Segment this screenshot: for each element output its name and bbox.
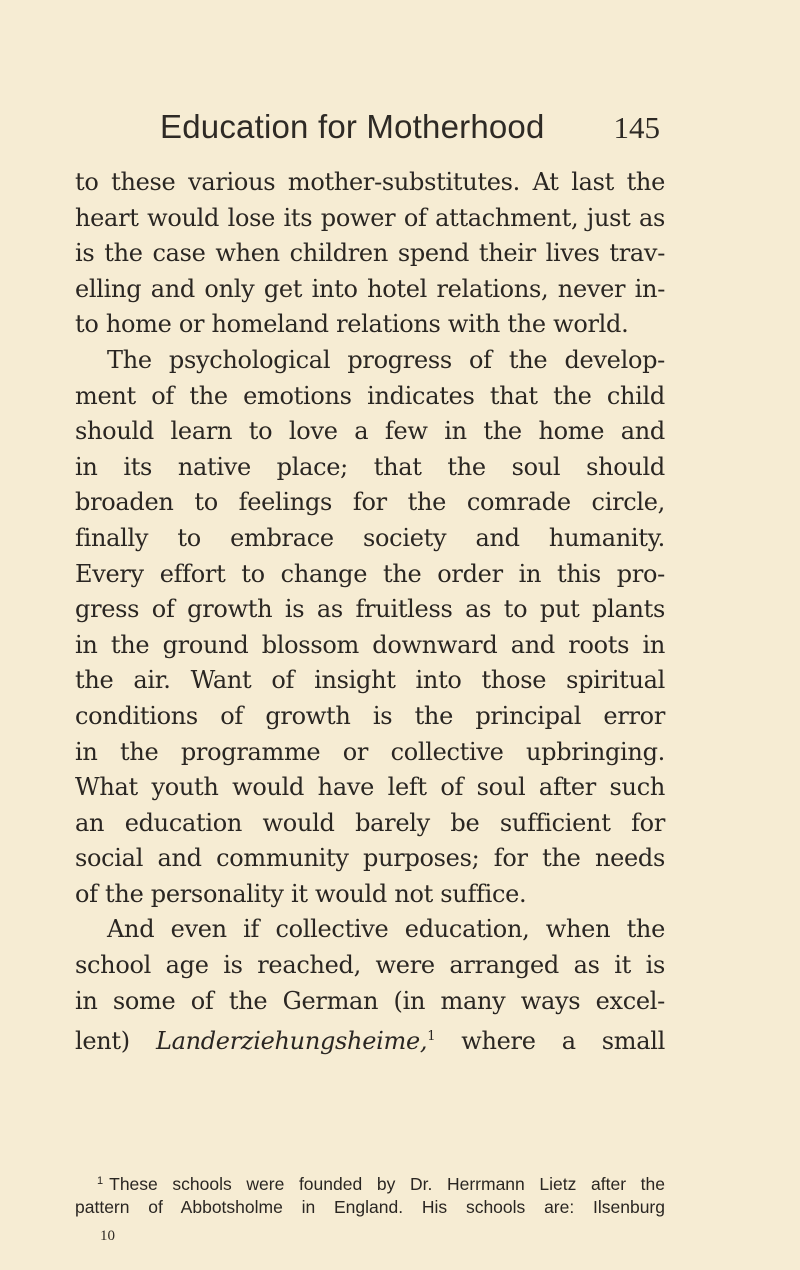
text-line: heart would lose its power of attachment, just as bbox=[75, 203, 665, 232]
text-line: gress of growth is as fruitless as to put plants bbox=[75, 595, 665, 624]
footnote-mark: 1 bbox=[97, 1175, 104, 1187]
footnote-line bbox=[75, 1168, 665, 1194]
text-line: in its native place; that the soul should bbox=[75, 452, 665, 481]
text-fragment: lent) bbox=[75, 1027, 130, 1056]
text-line: Every effort to change the order in this pro- bbox=[75, 559, 665, 588]
text-line: the air. Want of insight into those spiritual bbox=[75, 666, 665, 695]
text-line: is the case when children spend their lives trav- bbox=[75, 239, 665, 268]
text-line: finally to embrace society and humanity. bbox=[75, 523, 665, 552]
footnote-line: pattern of Abbotsholme in England. His schools are: Ilsenburg bbox=[75, 1197, 665, 1217]
text-line: in the programme or collective upbringing. bbox=[75, 737, 665, 766]
italic-term: Landerziehungsheime, bbox=[155, 1027, 428, 1056]
text-line: in some of the German (in many ways excel- bbox=[75, 986, 665, 1015]
footnote-text: These schools were founded by Dr. Herrmann Lietz after the bbox=[109, 1174, 665, 1194]
text-line: What youth would have left of soul after such bbox=[75, 773, 665, 802]
text-line: to these various mother-substitutes. At last the bbox=[75, 168, 665, 196]
text-line-with-footnote bbox=[75, 1019, 665, 1055]
running-head bbox=[160, 108, 660, 146]
text-line: school age is reached, were arranged as it is bbox=[75, 951, 665, 980]
text-line: social and community purposes; for the needs bbox=[75, 844, 665, 873]
text-line: And even if collective education, when the bbox=[107, 915, 665, 944]
text-line: broaden to feelings for the comrade circle, bbox=[75, 488, 665, 517]
text-line: in the ground blossom downward and roots in bbox=[75, 630, 665, 659]
text-line: an education would barely be sufficient for bbox=[75, 808, 665, 837]
text-line: of the personality it would not suffice. bbox=[75, 879, 527, 908]
footnote-reference: 1 bbox=[427, 1029, 436, 1045]
signature-mark: 10 bbox=[100, 1228, 115, 1244]
running-head-title: Education for Motherhood bbox=[160, 108, 545, 145]
footnote bbox=[75, 1168, 665, 1220]
text-line: should learn to love a few in the home and bbox=[75, 417, 665, 446]
text-line: elling and only get into hotel relations, never in- bbox=[75, 274, 665, 303]
text-line: conditions of growth is the principal error bbox=[75, 701, 665, 730]
text-line: The psychological progress of the develop- bbox=[107, 345, 665, 374]
text-line: ment of the emotions indicates that the child bbox=[75, 381, 665, 410]
body-text bbox=[75, 165, 665, 1055]
text-line: to home or homeland relations with the world. bbox=[75, 310, 629, 339]
page-number: 145 bbox=[613, 110, 660, 145]
text-fragment: where a small bbox=[461, 1027, 665, 1056]
